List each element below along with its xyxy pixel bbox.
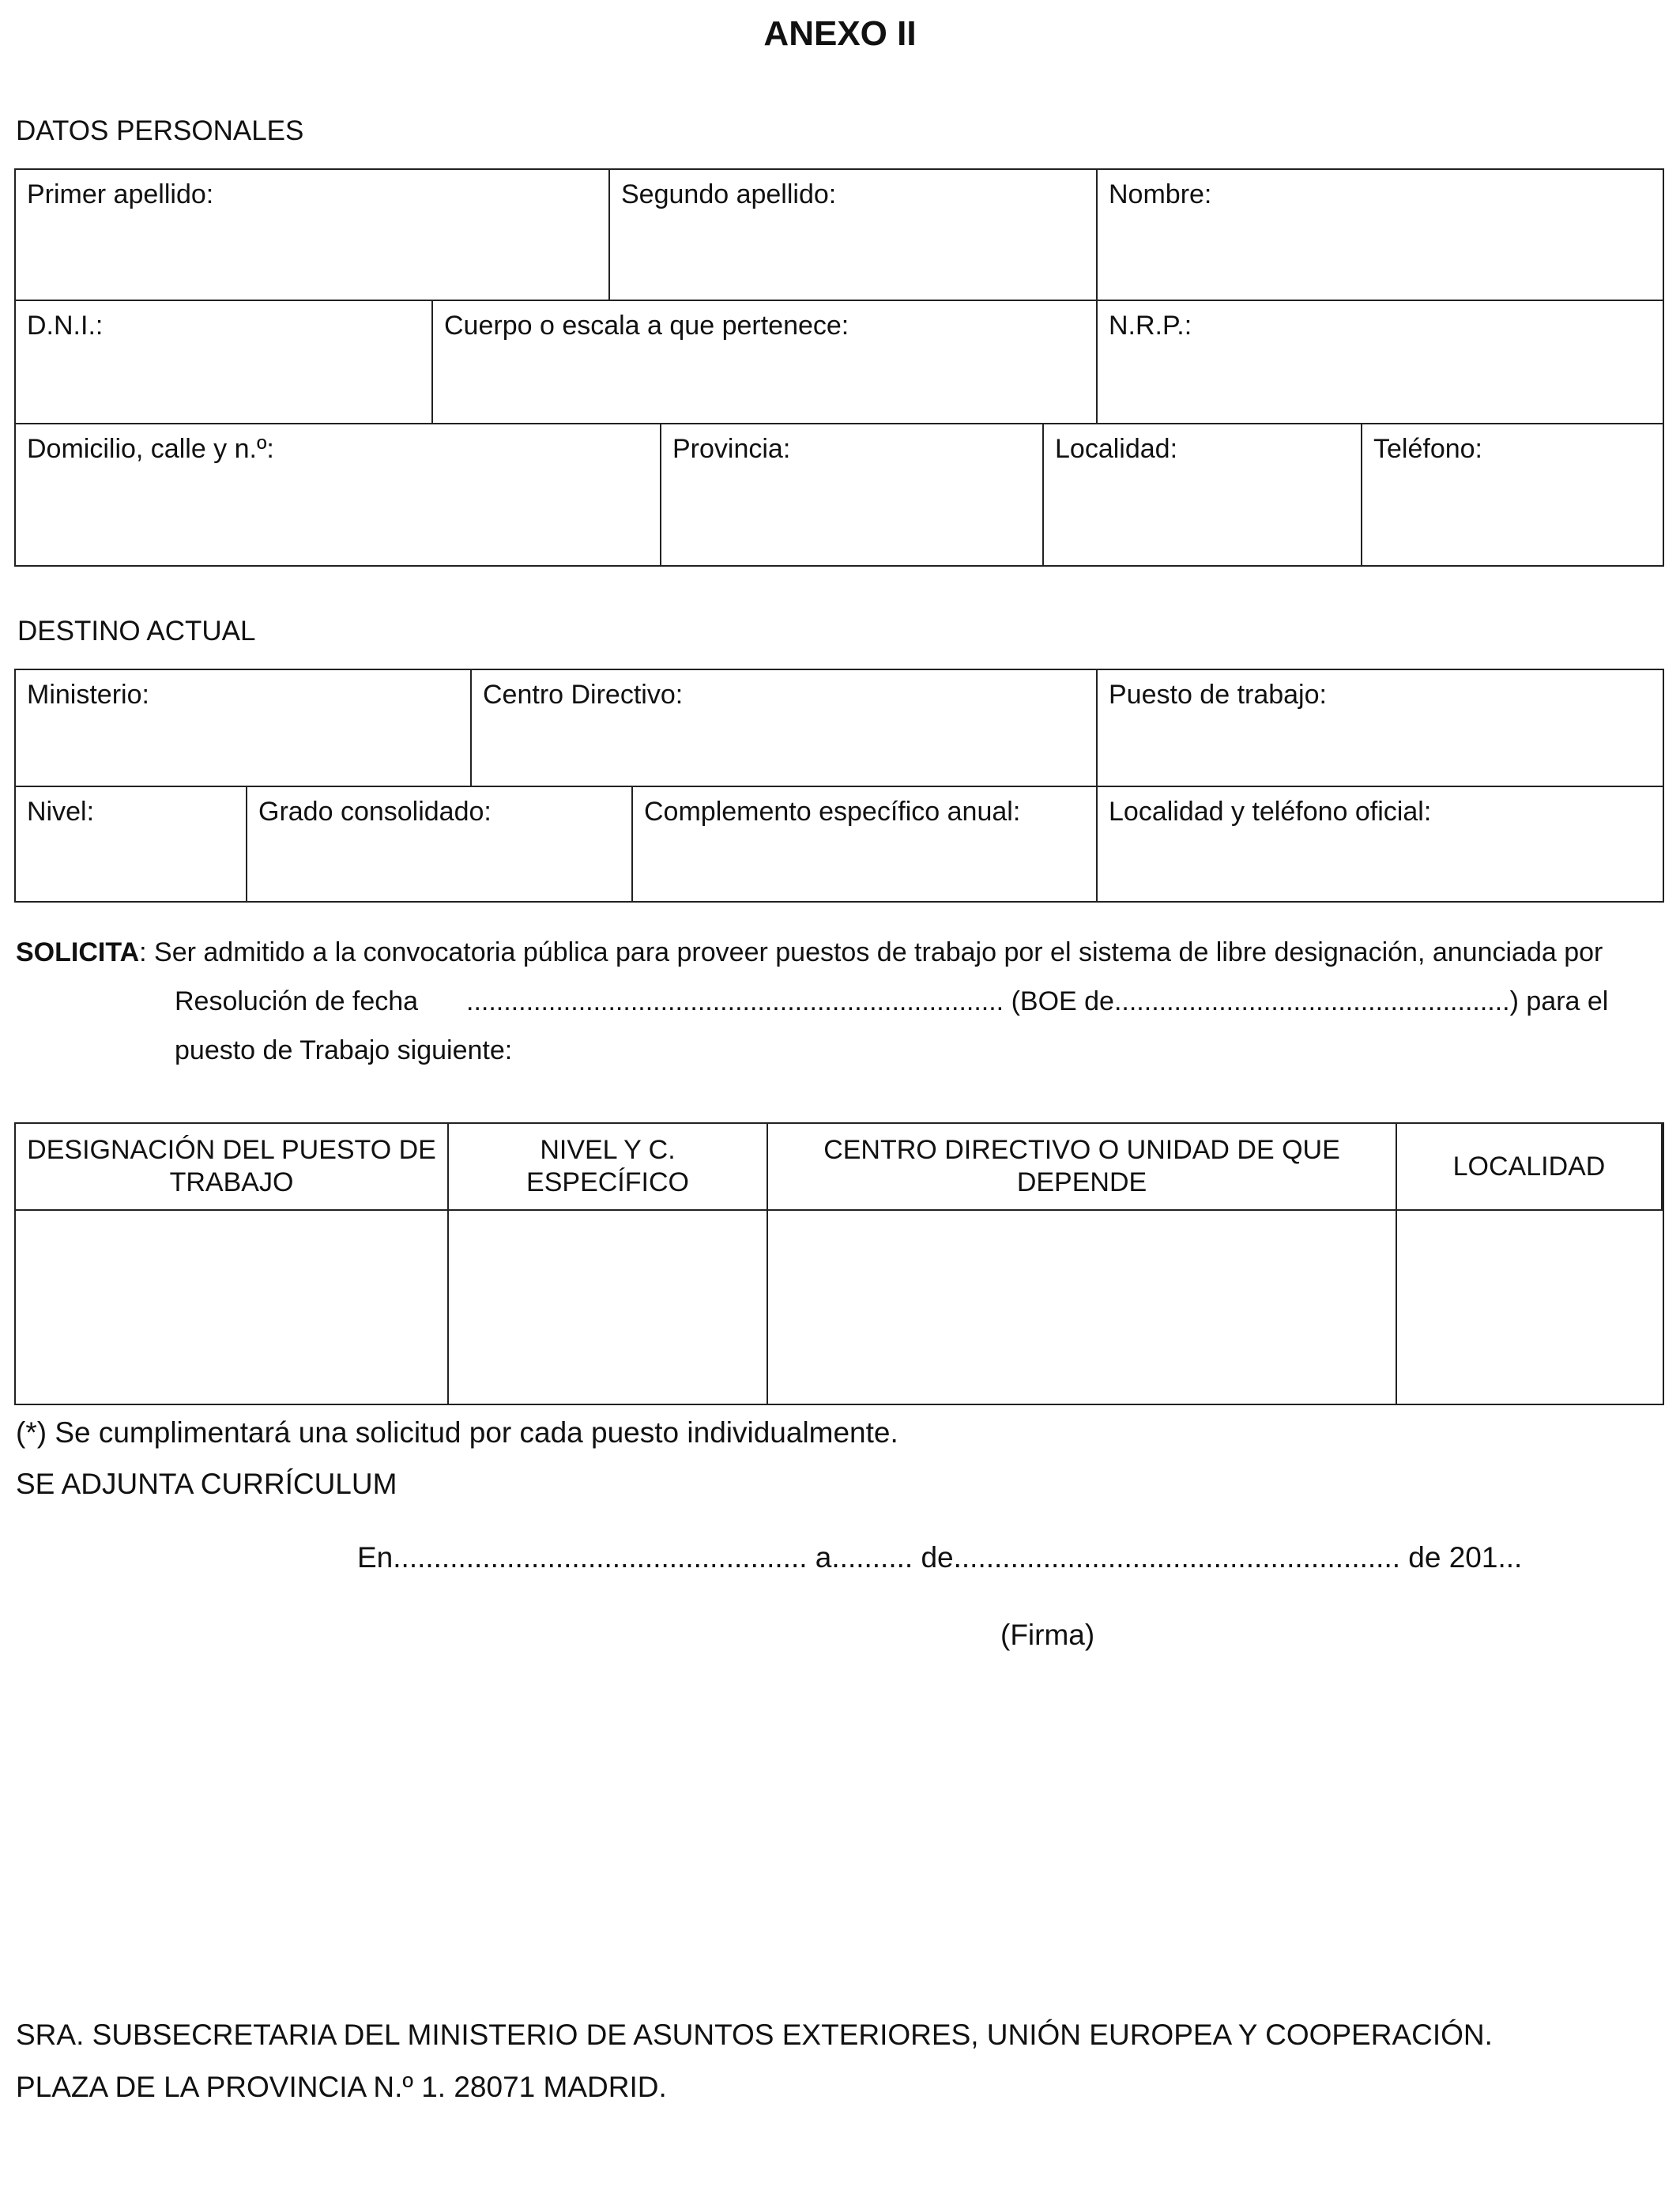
field-label: Teléfono: [1373, 434, 1482, 464]
datos-personales-grid [14, 168, 1664, 567]
puesto-table-header-nivel: NIVEL Y C. ESPECÍFICO [449, 1124, 768, 1211]
solicita-keyword: SOLICITA [16, 937, 140, 967]
field-label: Ministerio: [27, 680, 149, 710]
puesto-table-header-designacion: DESIGNACIÓN DEL PUESTO DE TRABAJO [16, 1124, 449, 1211]
puesto-table-cell-localidad[interactable] [1397, 1211, 1663, 1404]
puesto-table-cell-centro[interactable] [768, 1211, 1397, 1404]
field-puesto-trabajo[interactable] [1098, 670, 1663, 787]
field-primer-apellido[interactable] [16, 170, 610, 301]
firma-label: (Firma) [1000, 1619, 1095, 1651]
field-label: N.R.P.: [1109, 311, 1192, 341]
adjunta-curriculum: SE ADJUNTA CURRÍCULUM [16, 1468, 397, 1500]
field-cuerpo-escala[interactable] [433, 301, 1098, 424]
field-dni[interactable] [16, 301, 433, 424]
solicita-resolucion-fill[interactable]: ........................................................................ (BOE de.....................................................) para el [466, 986, 1609, 1016]
field-label: Nombre: [1109, 179, 1212, 209]
puesto-table-header-localidad: LOCALIDAD [1397, 1124, 1663, 1211]
field-label: Complemento específico anual: [644, 797, 1021, 827]
field-grado-consolidado[interactable] [247, 787, 633, 901]
field-telefono[interactable] [1362, 424, 1663, 565]
destino-actual-grid [14, 669, 1664, 903]
page-title: ANEXO II [763, 14, 917, 53]
puesto-table-header-centro: CENTRO DIRECTIVO O UNIDAD DE QUE DEPENDE [768, 1124, 1397, 1211]
field-label: Puesto de trabajo: [1109, 680, 1327, 710]
field-label: Domicilio, calle y n.º: [27, 434, 274, 464]
solicita-text: : Ser admitido a la convocatoria pública para proveer puestos de trabajo por el sistema de libre designación, anunciada por [139, 937, 1603, 967]
puesto-table [14, 1122, 1664, 1405]
field-label: Segundo apellido: [621, 179, 837, 209]
section-heading-datos-personales: DATOS PERSONALES [16, 115, 304, 146]
fecha-lugar-line[interactable]: En................................................... a.......... de....................................................... de 201... [357, 1541, 1523, 1574]
field-nombre[interactable] [1098, 170, 1663, 301]
addressee-line-2: PLAZA DE LA PROVINCIA N.º 1. 28071 MADRID. [16, 2071, 667, 2103]
field-segundo-apellido[interactable] [610, 170, 1098, 301]
solicita-resolucion-label: Resolución de fecha [175, 986, 419, 1016]
field-label: Primer apellido: [27, 179, 214, 209]
field-nrp[interactable] [1098, 301, 1663, 424]
field-label: Localidad: [1055, 434, 1178, 464]
solicita-line-1 [16, 937, 1603, 968]
field-centro-directivo[interactable] [472, 670, 1098, 787]
field-ministerio[interactable] [16, 670, 472, 787]
solicita-line-3: puesto de Trabajo siguiente: [175, 1035, 513, 1065]
field-label: Cuerpo o escala a que pertenece: [444, 311, 849, 341]
field-label: Nivel: [27, 797, 95, 827]
field-localidad[interactable] [1044, 424, 1362, 565]
field-provincia[interactable] [661, 424, 1044, 565]
field-complemento-especifico[interactable] [633, 787, 1098, 901]
field-label: D.N.I.: [27, 311, 104, 341]
field-nivel[interactable] [16, 787, 247, 901]
puesto-table-cell-nivel[interactable] [449, 1211, 768, 1404]
note-una-solicitud: (*) Se cumplimentará una solicitud por cada puesto individualmente. [16, 1416, 898, 1449]
field-localidad-telefono-oficial[interactable] [1098, 787, 1663, 901]
section-heading-destino-actual: DESTINO ACTUAL [17, 616, 256, 647]
field-label: Provincia: [672, 434, 791, 464]
field-label: Localidad y teléfono oficial: [1109, 797, 1432, 827]
field-label: Grado consolidado: [258, 797, 492, 827]
puesto-table-cell-designacion[interactable] [16, 1211, 449, 1404]
field-domicilio[interactable] [16, 424, 661, 565]
field-label: Centro Directivo: [483, 680, 684, 710]
addressee-line-1: SRA. SUBSECRETARIA DEL MINISTERIO DE ASUNTOS EXTERIORES, UNIÓN EUROPEA Y COOPERACIÓN. [16, 2019, 1493, 2051]
